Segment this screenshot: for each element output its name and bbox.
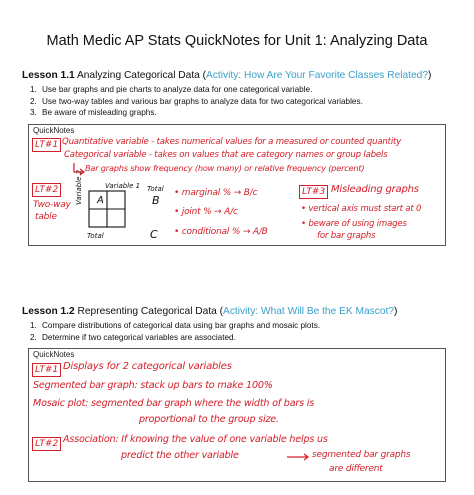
note-vertical-axis: • vertical axis must start at 0 — [301, 204, 422, 214]
note-predict: predict the other variable — [121, 450, 239, 461]
lt1-tag: LT#1 — [32, 363, 61, 377]
note-beware: • beware of using images — [301, 219, 407, 229]
lesson-1-heading — [22, 70, 431, 81]
lesson-1-close-paren: ) — [428, 70, 432, 81]
objective-item: 2. Use two-way tables and various bar graphs to analyze data for two categorical variables. — [30, 96, 363, 106]
lesson-2-close-paren: ) — [394, 306, 398, 317]
quicknotes-label: QuickNotes — [33, 350, 75, 359]
lesson-2-ink-drawing — [29, 349, 445, 481]
objective-item: 3. Be aware of misleading graphs. — [30, 108, 157, 117]
lesson-2-quicknotes-box — [28, 348, 446, 482]
lesson-1-activity-link[interactable]: Activity: How Are Your Favorite Classes Related? — [206, 70, 429, 81]
lt3-tag: LT#3 — [299, 185, 328, 199]
lt1-tag: LT#1 — [32, 138, 61, 152]
note-segmented-bar-graphs: segmented bar graphs — [312, 450, 411, 460]
variable-1-label: Variable 1 — [105, 182, 141, 190]
note-for-bar-graphs: for bar graphs — [317, 231, 376, 241]
objective-item: 1. Compare distributions of categorical data using bar graphs and mosaic plots. — [30, 321, 321, 330]
total-row-label: Total — [87, 232, 104, 240]
lesson-2-activity-link[interactable]: Activity: What Will Be the EK Mascot? — [223, 306, 395, 317]
note-categorical: Categorical variable - takes on values that are category names or group labels — [64, 150, 388, 160]
objective-item: 2. Determine if two categorical variables are associated. — [30, 332, 236, 342]
letter-c: C — [150, 228, 158, 241]
letter-b: B — [152, 194, 160, 207]
lt2-tag: LT#2 — [32, 183, 61, 197]
note-joint: • joint % → A/c — [174, 207, 238, 217]
variable-2-label: Variable 2 — [75, 169, 83, 205]
lesson-1-name: Analyzing Categorical Data ( — [74, 70, 207, 81]
note-segmented: Segmented bar graph: stack up bars to make 100% — [33, 380, 273, 391]
lesson-1-objectives — [30, 84, 363, 119]
note-proportional: proportional to the group size. — [139, 414, 279, 425]
lesson-2-number: Lesson 1.2 — [22, 306, 75, 317]
lesson-1-quicknotes-box — [28, 124, 446, 246]
lt2-tag: LT#2 — [32, 437, 61, 451]
note-two-way: Two-way — [33, 200, 71, 210]
note-are-different: are different — [329, 464, 383, 474]
total-column-label: Total — [147, 185, 164, 193]
note-association: Association: If knowing the value of one variable helps us — [63, 434, 328, 445]
lesson-1-number: Lesson 1.1 — [22, 70, 75, 81]
lesson-2-heading — [22, 306, 397, 317]
quicknotes-label: QuickNotes — [33, 126, 75, 135]
lesson-2-name: Representing Categorical Data ( — [74, 306, 224, 317]
lesson-1-ink-drawing — [29, 125, 445, 245]
note-marginal: • marginal % → B/c — [174, 188, 258, 198]
note-bar-graphs: Bar graphs show frequency (how many) or relative frequency (percent) — [85, 163, 365, 173]
note-misleading: Misleading graphs — [331, 184, 419, 195]
note-conditional: • conditional % → A/B — [174, 227, 268, 237]
note-table: table — [35, 212, 57, 222]
note-quantitative: Quantitative variable - takes numerical values for a measured or counted quantity — [62, 137, 402, 147]
note-displays: Displays for 2 categorical variables — [63, 361, 232, 372]
cell-a: A — [97, 195, 104, 206]
page-title: Math Medic AP Stats QuickNotes for Unit 1: Analyzing Data — [46, 33, 428, 49]
objective-item: 1. Use bar graphs and pie charts to analyze data for one categorical variable. — [30, 85, 313, 94]
note-mosaic: Mosaic plot: segmented bar graph where the width of bars is — [33, 398, 315, 409]
lesson-2-objectives — [30, 320, 320, 343]
